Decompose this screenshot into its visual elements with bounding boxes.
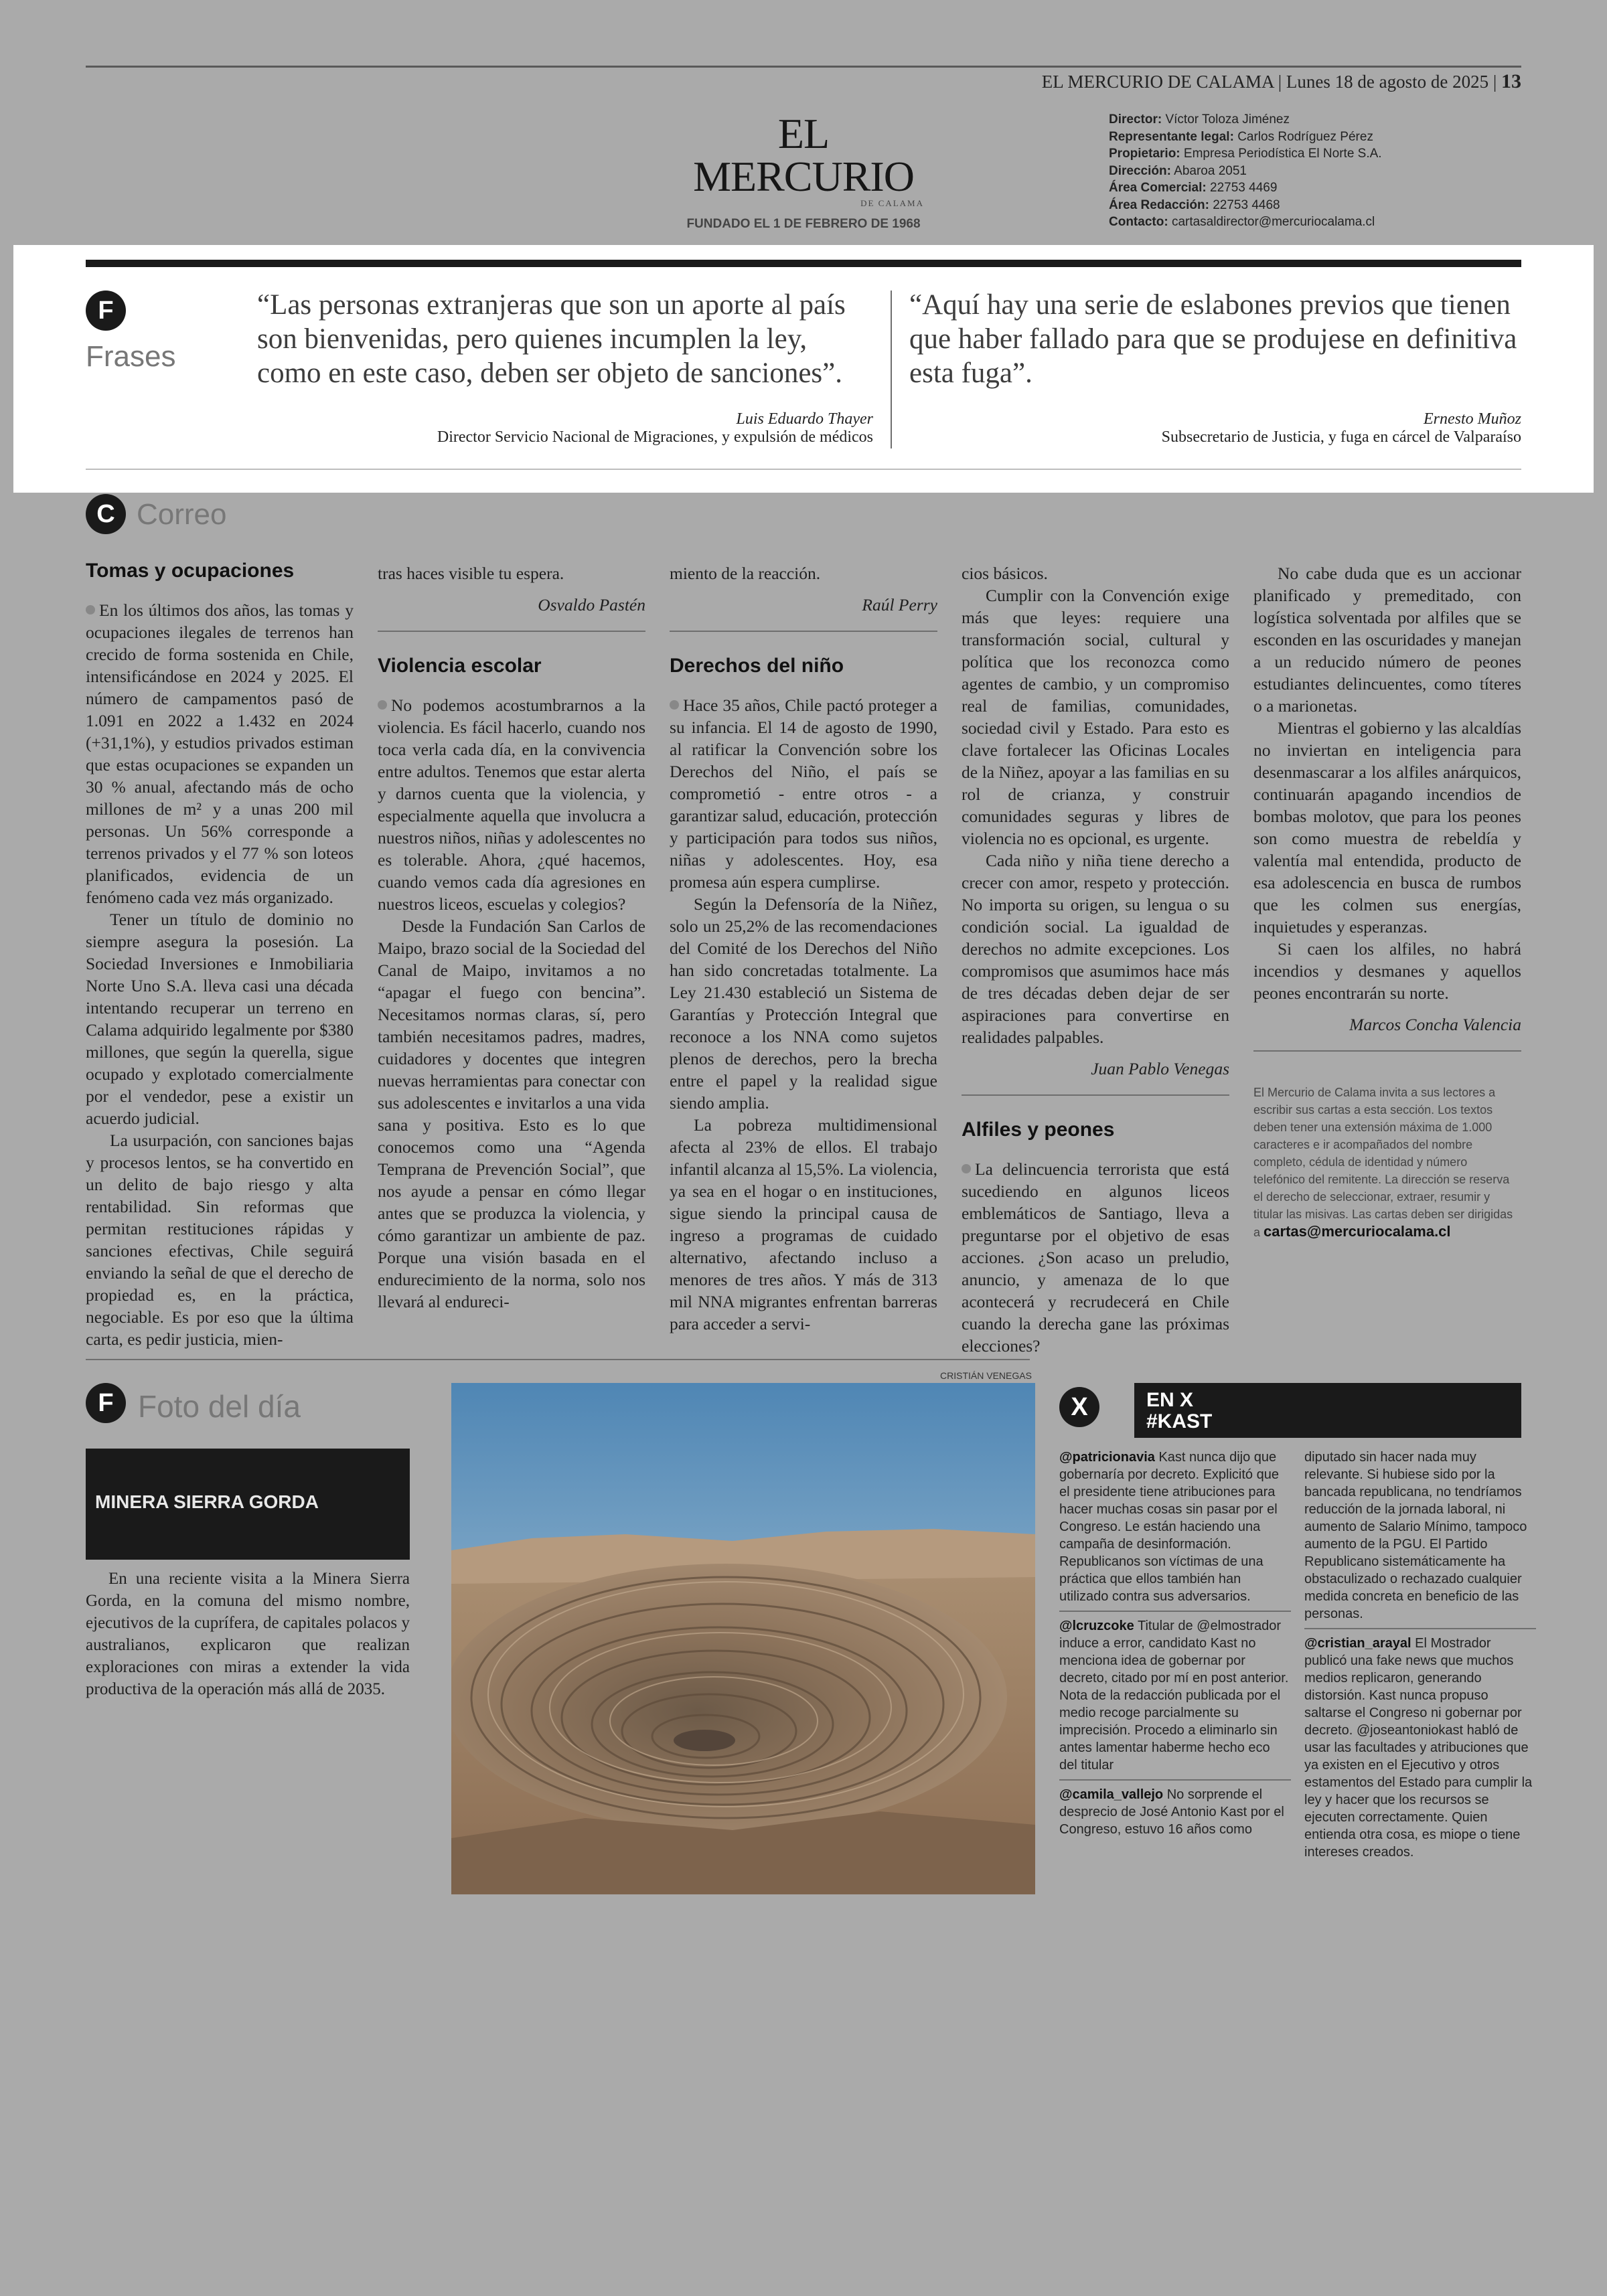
masthead-label: Dirección: [1109,163,1171,178]
newspaper-logo [676,112,931,232]
masthead-value: Abaroa 2051 [1174,163,1247,178]
open-pit-mine-image [451,1383,1035,1894]
letter-separator [962,1094,1229,1096]
foto-badge-icon: F [86,1383,126,1423]
quote-1-role: Director Servicio Nacional de Migraciones, y expulsión de médicos [437,428,873,446]
letter-paragraph: Cada niño y niña tiene derecho a crecer con amor, respeto y protección. No importa su origen, su lengua o su condición social. La igualdad de derechos no admite excepciones. Los compromisos que asumimos hace más de tres décadas deben dejar de ser aspiraciones para convertirse en realidades palpables. [962,851,1229,1047]
quote-1-author: Luis Eduardo Thayer [736,410,873,428]
x-post [1059,1786,1291,1838]
masthead-value: 22753 4468 [1213,197,1280,212]
enx-header [1134,1383,1521,1438]
quote-2 [909,288,1521,446]
letter-paragraph: Desde la Fundación San Carlos de Maipo, brazo social de la Sociedad del Canal de Maipo, invitamos a no “apagar el fuego con bencina”. Necesitamos normas claras, sí, pero también necesitamos padres, madres, cuidadores y docentes que integren nuevas herramientas para conectar con sus adolescentes e invitarlos a una vida sana y positiva. Esto es lo que conocemos como una “Agenda Temprana de Prevención Social”, que nos ayude a pensar en cómo llegar antes que se produzca la violencia, y cómo garantizar un ambiente de paz. Porque una visión basada en el endurecimiento de la norma, solo nos llevará al endureci- [378,916,645,1311]
quote-1 [257,288,873,446]
masthead-value: Empresa Periodística El Norte S.A. [1183,147,1382,161]
frases-bottom-rule [86,469,1521,470]
dateline-text: EL MERCURIO DE CALAMA | Lunes 18 de agosto de 2025 | [1041,72,1497,92]
x-post-text: Kast nunca dijo que gobernaría por decreto. Explicitó que el presidente tiene atribuciones para hacer muchas cosas sin pasar por el Congreso. Le están haciendo una campaña de desinformación. Republicanos son víctimas de una práctica que ellos también han utilizado contra sus adversarios. [1059,1450,1279,1604]
frases-badge-icon: F [86,291,126,331]
correo-column-2 [378,562,645,1313]
bullet-dot-icon [962,1164,971,1173]
masthead-line [1109,163,1382,180]
x-post [1059,1449,1291,1605]
post-separator [1059,1611,1291,1612]
letter-heading: Violencia escolar [378,655,542,677]
bullet-dot-icon [86,605,95,614]
letter-paragraph: No podemos acostumbrarnos a la violencia. Es fácil hacerlo, cuando nos toca verla cada día, en la convivencia entre adultos. Tenemos que estar alerta y darnos cuenta que la violencia, y especialmente aquella que involucra a nuestros niños, niñas y adolescentes no es tolerable. Ahora, ¿qué hacemos, cuando vemos cada día agresiones en nuestros liceos, escuelas y colegios? [378,695,645,914]
letter-heading: Alfiles y peones [962,1119,1115,1141]
correo-column-4 [962,562,1229,1357]
letter-signature: Osvaldo Pastén [538,595,645,614]
masthead-label: Director: [1109,112,1162,127]
letters-notice [1253,1084,1521,1241]
mine-photo [451,1383,1035,1894]
masthead-line [1109,145,1382,163]
letters-notice-text: El Mercurio de Calama invita a sus lectores a escribir sus cartas a esta sección. Los textos deben tener una extensión máxima de 1.000 caracteres e ir acompañados del nombre completo, cédula de identidad y número telefónico del remitente. La dirección se reserva el derecho de seleccionar, extraer, resumir y titular las misivas. Las cartas deben ser dirigidas a [1253,1086,1513,1239]
enx-line1: EN X [1146,1389,1194,1411]
letter-separator [670,631,937,632]
masthead-value[interactable]: cartasaldirector@mercuriocalama.cl [1171,215,1375,229]
masthead-line [1109,179,1382,197]
enx-hashtag: #KAST [1146,1410,1213,1432]
x-post [1059,1617,1291,1774]
masthead-label: Área Comercial: [1109,181,1207,195]
post-separator [1304,1628,1536,1629]
letter-paragraph: Hace 35 años, Chile pactó proteger a su infancia. El 14 de agosto de 1990, al ratificar la Convención sobre los Derechos del Niño, el país se comprometió - entre otros - a garantizar salud, educación, protección y participación para todos sus niños, niñas y adolescentes. Hoy, esa promesa aún espera cumplirse. [670,695,937,892]
masthead-value: 22753 4469 [1210,181,1278,195]
correo-column-3 [670,562,937,1335]
letter-paragraph: Tener un título de dominio no siempre asegura la posesión. La Sociedad Inversiones e Inmobiliaria Norte Uno S.A. lleva casi una década intentando recuperar un terreno en Calama adquirido legalmente por $380 millones, que según la querella, sigue ocupado y explotado comercialmente por el vendedor, pese a existir un acuerdo judicial. [86,910,354,1128]
correo-column-5 [1253,562,1521,1241]
x-badge-icon: X [1059,1387,1099,1427]
masthead-value: Carlos Rodríguez Pérez [1237,129,1373,144]
letter-heading: Tomas y ocupaciones [86,560,295,582]
foto-box-title: MINERA SIERRA GORDA [95,1491,319,1512]
x-post [1304,1449,1536,1623]
post-separator [1059,1779,1291,1781]
x-post-handle[interactable]: @camila_vallejo [1059,1787,1164,1802]
masthead-line [1109,129,1382,146]
letter-paragraph: cios básicos. [962,564,1048,583]
quote-1-text: “Las personas extranjeras que son un aporte al país son bienvenidas, pero quienes incumplen la ley, como en este caso, deben ser objeto de sanciones”. [257,289,846,389]
letter-paragraph: En los últimos dos años, las tomas y ocupaciones ilegales de terrenos han crecido de forma sostenida en Chile, intensificándose en 2024 y 2025. El número de campamentos pasó de 1.091 en 2022 a 1.432 en 2024 (+31,1%), y estudios privados estiman que estas ocupaciones se expanden un 30 % anual, afectando más de ocho millones de m² y a unas 200 mil personas. Un 56% corresponde a terrenos privados y el 77 % son loteos planificados, evidencia de un fenómeno cada vez más organizado. [86,600,354,907]
masthead-label: Propietario: [1109,147,1180,161]
letter-separator [378,631,645,632]
foto-title-box [86,1449,410,1560]
masthead-line [1109,111,1382,129]
logo-name: EL MERCURIO [693,110,914,200]
photo-credit: CRISTIÁN VENEGAS [940,1370,1032,1381]
letter-separator [1253,1050,1521,1052]
masthead [1109,111,1382,231]
quote-2-role: Subsecretario de Justicia, y fuga en cárcel de Valparaíso [1161,428,1521,446]
letters-email-link[interactable]: cartas@mercuriocalama.cl [1264,1223,1451,1240]
correo-bottom-rule [86,1359,1030,1360]
masthead-line [1109,214,1382,231]
frases-title: Frases [86,340,176,373]
x-post-text: No sorprende el desprecio de José Antonio Kast por el Congreso, estuvo 16 años como [1059,1787,1284,1837]
founded-line: FUNDADO EL 1 DE FEBRERO DE 1968 [686,217,921,231]
letter-signature: Raúl Perry [862,595,937,614]
top-rule [86,66,1521,68]
letter-signature: Marcos Concha Valencia [1349,1015,1521,1034]
enx-column-left [1059,1449,1291,1838]
x-post-text: El Mostrador publicó una fake news que muchos medios replicaron, generando distorsión. Kast nunca propuso saltarse el Congreso ni gobernar por decreto. @joseantoniokast habló de usar las facultades y atribuciones que ya existen en el Ejecutivo y otros estamentos del Estado para cumplir la ley y hacer que los recursos se ejecuten correctamente. Quien entienda otra cosa, es miope o tiene intereses creados. [1304,1636,1533,1860]
x-post-handle[interactable]: @cristian_arayal [1304,1636,1411,1651]
bullet-dot-icon [670,700,679,710]
letter-paragraph: La usurpación, con sanciones bajas y procesos lentos, se ha convertido en un delito de bajo riesgo y alta rentabilidad. Sin reformas que permitan restituciones rápidas y sanciones efectivas, Chile seguirá enviando la señal de que el derecho de propiedad es, en la práctica, negociable. Es por eso que la última carta, es pedir justicia, mien- [86,1131,354,1349]
enx-column-right [1304,1449,1536,1861]
quote-divider [891,291,892,448]
bullet-dot-icon [378,700,387,710]
x-post [1304,1635,1536,1861]
correo-badge-icon: C [86,494,126,534]
masthead-line [1109,197,1382,214]
quote-2-text: “Aquí hay una serie de eslabones previos que tienen que haber fallado para que se produjese en definitiva esta fuga”. [909,289,1517,389]
foto-caption: En una reciente visita a la Minera Sierra Gorda, en la comuna del mismo nombre, ejecutivos de la cuprífera, de capitales polacos y australianos, explicaron que realizan exploraciones con miras a extender la vida productiva de la operación más allá de 2035. [86,1570,410,1698]
letter-signature: Juan Pablo Venegas [1091,1059,1229,1078]
letter-paragraph: La pobreza multidimensional afecta al 23% de ellos. El trabajo infantil alcanza al 15,5%. La violencia, ya sea en el hogar o en instituciones, sigue siendo la principal causa de ingreso a programas de cuidado alternativo, afectando incluso a menores de tres años. Y más de 313 mil NNA migrantes enfrentan barreras para acceder a servi- [670,1115,937,1333]
correo-title: Correo [137,498,227,531]
foto-title: Foto del día [138,1389,301,1424]
letter-paragraph: Cumplir con la Convención exige más que leyes: requiere una transformación social, cultural y política que los reconozca como agentes de cambio, y un compromiso real de familias, comunidades, sociedad civil y Estado. Para esto es clave fortalecer las Oficinas Locales de la Niñez, apoyar a las familias en su rol de crianza, y construir comunidades seguras y libres de violencia no es opcional, es urgente. [962,586,1229,848]
logo-sub: DE CALAMA [860,198,924,208]
frases-top-bar [86,260,1521,267]
dateline [1042,70,1521,93]
x-post-handle[interactable]: @lcruzcoke [1059,1619,1134,1633]
letter-paragraph: Si caen los alfiles, no habrá incendios y desmanes y aquellos peones encontrarán su norte. [1253,939,1521,1003]
x-post-text: Titular de @elmostrador induce a error, candidato Kast no menciona idea de gobernar por decreto, citado por mí en post anterior. Nota de la redacción publicada por el medio recoge parcialmente su imprecisión. Procedo a eliminarlo sin antes lamentar haberme hecho eco del titular [1059,1619,1289,1773]
x-post-handle[interactable]: @patricionavia [1059,1450,1155,1465]
letter-paragraph: Según la Defensoría de la Niñez, solo un 25,2% de las recomendaciones del Comité de los Derechos del Niño han sido concretadas totalmente. La Ley 21.430 estableció un Sistema de Garantías y Protección Integral que reconoce a los NNA como sujetos plenos de derechos, pero la brecha entre el papel y la realidad sigue siendo amplia. [670,894,937,1113]
masthead-label: Contacto: [1109,215,1168,229]
masthead-label: Área Redacción: [1109,197,1209,212]
letter-paragraph: La delincuencia terrorista que está sucediendo en algunos liceos emblemáticos de Santiago, lleva a preguntarse por el objetivo de esas acciones. ¿Son acaso un preludio, anuncio, y amenaza de lo que acontecerá y recrudecerá en Chile cuando la derecha gane las próximas elecciones? [962,1159,1229,1356]
page-number: 13 [1501,70,1521,92]
letter-paragraph: miento de la reacción. [670,564,821,583]
masthead-value: Víctor Toloza Jiménez [1165,112,1290,127]
masthead-label: Representante legal: [1109,129,1234,144]
letter-paragraph: Mientras el gobierno y las alcaldías no inviertan en inteligencia para desenmascarar a los alfiles anárquicos, continuarán apagando incendios de bombas molotov, que para los peones son como muestra de rebeldía y valentía mal entendida, producto de esa adolescencia en busca de rumbos que les colmen sus energías, inquietudes y esperanzas. [1253,718,1521,936]
letter-paragraph: No cabe duda que es un accionar planificado y premeditado, con logística solventada por alfiles que se esconden en las oscuridades y manejan a un reducido número de peones estudiantes delincuentes, como títeres o a marionetas. [1253,564,1521,716]
letter-paragraph: tras haces visible tu espera. [378,564,564,583]
letter-heading: Derechos del niño [670,655,844,677]
quote-2-author: Ernesto Muñoz [1424,410,1521,428]
x-post-text: diputado sin hacer nada muy relevante. Si hubiese sido por la bancada republicana, no tendríamos reducción de la jornada laboral, ni aumento de Salario Mínimo, tampoco aumento de la PGU. El Partido Republicano sistemáticamente ha obstaculizado o rechazado cualquier medida concreta en beneficio de las personas. [1304,1450,1527,1621]
correo-column-1 [86,560,354,1350]
